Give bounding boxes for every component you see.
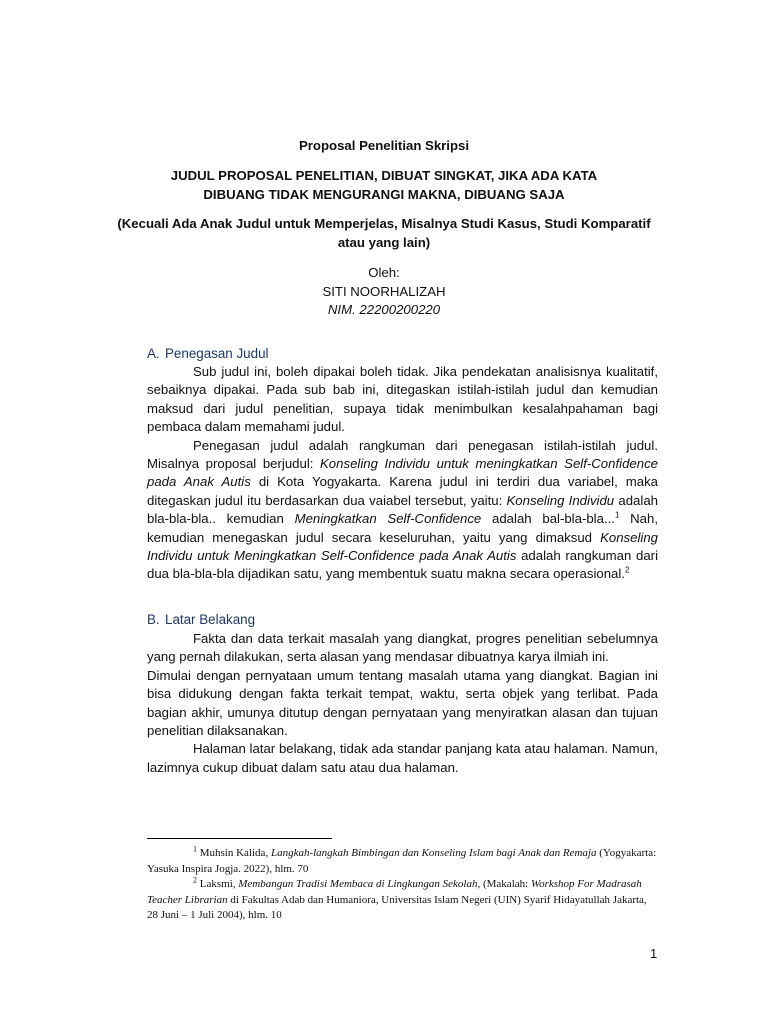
italic-term: Meningkatkan Self-Confidence (294, 511, 482, 527)
section-a-title: Penegasan Judul (165, 346, 269, 361)
student-id: NIM. 22200200220 (327, 302, 441, 317)
italic-term: Konseling Individu (506, 492, 615, 508)
page-number: 1 (650, 946, 658, 961)
italic-title: Workshop For Madrasah Teacher Librarian (147, 878, 642, 906)
text-run: adalah rangkuman dari dua bla-bla-bla dijadikan satu, yang membentuk suatu makna secara operasional. (147, 548, 659, 582)
section-b-number: B. (147, 612, 160, 627)
footnote-1 (147, 846, 658, 877)
text-run: di Fakultas Adab dan Humaniora, Universitas Islam Negeri (UIN) Syarif Hidayatullah Jakarta, 28 Juni – 1 Juli 2004), hlm. 10 (147, 893, 647, 921)
proposal-subtitle: (Kecuali Ada Anak Judul untuk Memperjelas, Misalnya Studi Kasus, Studi Komparatif atau yang lain) (117, 216, 651, 250)
text-run: Penegasan judul adalah rangkuman dari penegasan istilah-istilah judul. Misalnya proposal berjudul: (147, 437, 658, 472)
footnotes (147, 846, 658, 924)
text-run: di Kota Yogyakarta. Karena judul ini terdiri dua variabel, maka ditegaskan judul itu berdasarkan dua vaiabel tersebut, yaitu: (147, 474, 659, 508)
text-run: adalah bla-bla-bla.. kemudian (147, 492, 658, 527)
section-b-paragraph-1: Fakta dan data terkait masalah yang diangkat, progres penelitian sebelumnya yang pernah dilakukan, serta alasan yang mendasar dibuatnya karya ilmiah ini. (147, 631, 658, 665)
italic-title: Langkah-langkah Bimbingan dan Konseling Islam bagi Anak dan Remaja (270, 847, 597, 859)
proposal-title: JUDUL PROPOSAL PENELITIAN, DIBUAT SINGKAT, JIKA ADA KATA DIBUANG TIDAK MENGURANGI MAKNA, DIBUANG SAJA (170, 168, 598, 202)
section-b-body (147, 630, 658, 777)
footnote-ref-1: 1 (614, 510, 620, 520)
section-a-body (147, 363, 658, 584)
footnote-2 (147, 877, 658, 924)
document-label: Proposal Penelitian Skripsi (298, 138, 470, 153)
section-b-heading (147, 612, 255, 627)
footnote-number: 1 (193, 844, 197, 854)
section-b-title: Latar Belakang (165, 612, 256, 627)
text-run: Muhsin Kalida, (197, 847, 271, 859)
footnote-separator (147, 838, 332, 839)
footnote-number: 2 (193, 875, 197, 885)
section-a-paragraph-1: Sub judul ini, boleh dipakai boleh tidak. Jika pendekatan analisisnya kualitatif, sebaiknya dipakai. Pada sub bab ini, ditegaskan istilah-istilah judul dan kemudian maksud dari judul penelitian, supaya tidak menimbulkan kesalahpahaman bagi pembaca dalam memahami judul. (147, 364, 658, 435)
section-b-paragraph-2: Dimulai dengan pernyataan umum tentang masalah utama yang diangkat. Bagian ini bisa didukung dengan fakta terkait tempat, waktu, serta objek yang terlibat. Pada bagian akhir, umunya ditutup dengan pernyataan yang menyiratkan alasan dan tujuan penelitian dilaksanakan. (147, 667, 658, 739)
italic-title: Konseling Individu untuk Meningkatkan Self-Confidence pada Anak Autis (147, 529, 658, 564)
text-run: Nah, kemudian menegaskan judul secara keseluruhan, yaitu yang dimaksud (147, 511, 658, 545)
footnote-ref-2: 2 (624, 566, 630, 576)
italic-title: Membangun Tradisi Membaca di Lingkungan Sekolah (238, 878, 478, 890)
text-run: Laksmi, (197, 878, 239, 890)
text-run: (Yogyakarta: Yasuka Inspira Jogja. 2022), hlm. 70 (147, 847, 657, 875)
author-label: Oleh: (368, 265, 400, 280)
section-a-paragraph-2 (147, 437, 658, 584)
text-run: adalah bal-bla-bla... (481, 511, 615, 527)
text-run: , (Makalah: (477, 878, 531, 890)
section-a-heading (147, 346, 269, 361)
italic-title: Konseling Individu untuk meningkatkan Self-Confidence pada Anak Autis (147, 456, 658, 490)
author-name: SITI NOORHALIZAH (322, 284, 446, 299)
section-b-paragraph-3: Halaman latar belakang, tidak ada standar panjang kata atau halaman. Namun, lazimnya cukup dibuat dalam satu atau dua halaman. (147, 741, 658, 775)
section-a-number: A. (147, 346, 160, 361)
